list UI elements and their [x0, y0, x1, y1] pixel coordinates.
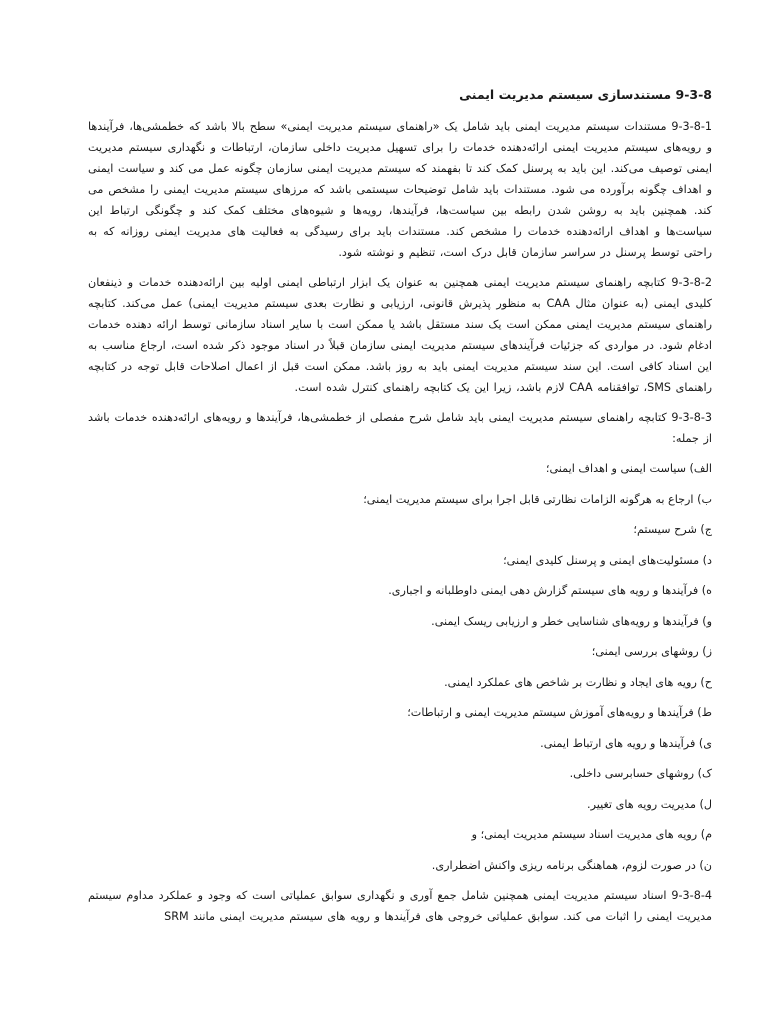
- list-item: ط) فرآیندها و رویه‌های آموزش سیستم مدیریت ایمنی و ارتباطات؛: [407, 706, 712, 719]
- list-item: الف) سیاست ایمنی و اهداف ایمنی؛: [545, 462, 712, 475]
- section-heading: 9-3-8 مستندسازی سیستم مدیریت ایمنی: [459, 87, 712, 102]
- list-item: ج) شرح سیستم؛: [633, 523, 712, 536]
- list-item: ح) رویه های ایجاد و نظارت بر شاخص های عملکرد ایمنی.: [444, 675, 712, 689]
- list-item: و) فرآیندها و رویه‌های شناسایی خطر و ارزیابی ریسک ایمنی.: [431, 614, 712, 628]
- list-item: م) رویه های مدیریت اسناد سیستم مدیریت ایمنی؛ و: [471, 828, 712, 841]
- list-item: ن) در صورت لزوم، هماهنگی برنامه ریزی واکنش اضطراری.: [431, 858, 712, 872]
- list-item: ی) فرآیندها و رویه های ارتباط ایمنی.: [540, 736, 712, 750]
- list-item: د) مسئولیت‌های ایمنی و پرسنل کلیدی ایمنی؛: [503, 553, 712, 567]
- list-item: ک) روشهای حسابرسی داخلی.: [569, 767, 712, 780]
- paragraph-9-3-8-4: 9-3-8-4 اسناد سیستم مدیریت ایمنی همچنین شامل جمع آوری و نگهداری سوابق عملیاتی است که وجود و عملکرد مداوم سیستم مدیریت ایمنی را اثبات می کند. سوابق عملیاتی خروجی های فرآیندها و رویه های سیستم مدیریت ایمنی مانند SRM: [88, 889, 712, 923]
- list-item: ل) مدیریت رویه های تغییر.: [587, 797, 712, 811]
- list-item: ز) روشهای بررسی ایمنی؛: [591, 645, 712, 658]
- paragraph-9-3-8-3: 9-3-8-3 کتابچه راهنمای سیستم مدیریت ایمنی باید شامل شرح مفصلی از خطمشی‌ها، فرآیندها و رویه‌های ارائه‌دهنده خدمات باشد از جمله:: [88, 411, 712, 445]
- manual-contents-list: [88, 458, 712, 876]
- list-item: ب) ارجاع به هرگونه الزامات نظارتی قابل اجرا برای سیستم مدیریت ایمنی؛: [363, 492, 712, 506]
- document-body: [88, 86, 712, 936]
- list-item: ه) فرآیندها و رویه های سیستم گزارش دهی ایمنی داوطلبانه و اجباری.: [388, 584, 712, 597]
- paragraph-9-3-8-1: 9-3-8-1 مستندات سیستم مدیریت ایمنی باید شامل یک «راهنمای سیستم مدیریت ایمنی» سطح بالا باشد که خطمشی‌ها، فرآیندها و رویه‌های سیستم مدیریت ایمنی ارائه‌دهنده خدمات را برای تسهیل مدیریت داخلی سازمان، ارتباطات و نگهداری سیستم مدیریت ایمنی توصیف می‌کند. این باید به پرسنل کمک کند تا بفهمند که سیستم مدیریت ایمنی سازمان چگونه عمل می کند و سیاست ایمنی و اهداف چگونه برآورده می شود. مستندات باید شامل توضیحات سیستمی باشد که مرزهای سیستم مدیریت ایمنی را مشخص می کند. همچنین باید به روشن شدن رابطه بین سیاست‌ها، فرآیندها، رویه‌ها و شیوه‌های مختلف کمک کند و چگونگی ارتباط این سیاست‌ها و اهداف ارائه‌دهنده خدمات را مشخص کند. مستندات باید برای رسیدگی به فعالیت های مدیریت ایمنی روزانه که به راحتی توسط پرسنل در سراسر سازمان قابل درک است، تنظیم و نوشته شود.: [88, 120, 712, 259]
- paragraph-9-3-8-2: 9-3-8-2 کتابچه راهنمای سیستم مدیریت ایمنی همچنین به عنوان یک ابزار ارتباطی ایمنی اولیه بین ارائه‌دهنده خدمات و ذینفعان کلیدی ایمنی (به عنوان مثال CAA به منظور پذیرش قانونی، ارزیابی و نظارت بعدی سیستم مدیریت ایمنی) عمل می‌کند. کتابچه راهنمای سیستم مدیریت ایمنی ممکن است یک سند مستقل باشد یا ممکن است با سایر اسناد سازمانی توسط ارائه دهنده خدمات ادغام شود. در مواردی که جزئیات فرآیندهای سیستم مدیریت ایمنی سازمان قبلاً در اسناد موجود ذکر شده است، ارجاع مناسب به این اسناد کافی است. این سند سیستم مدیریت ایمنی باید به روز باشد. ممکن است قبل از اعمال اصلاحات قابل توجه در کتابچه راهنمای SMS، توافقنامه CAA لازم باشد، زیرا این یک کتابچه راهنمای کنترل شده است.: [88, 276, 712, 394]
